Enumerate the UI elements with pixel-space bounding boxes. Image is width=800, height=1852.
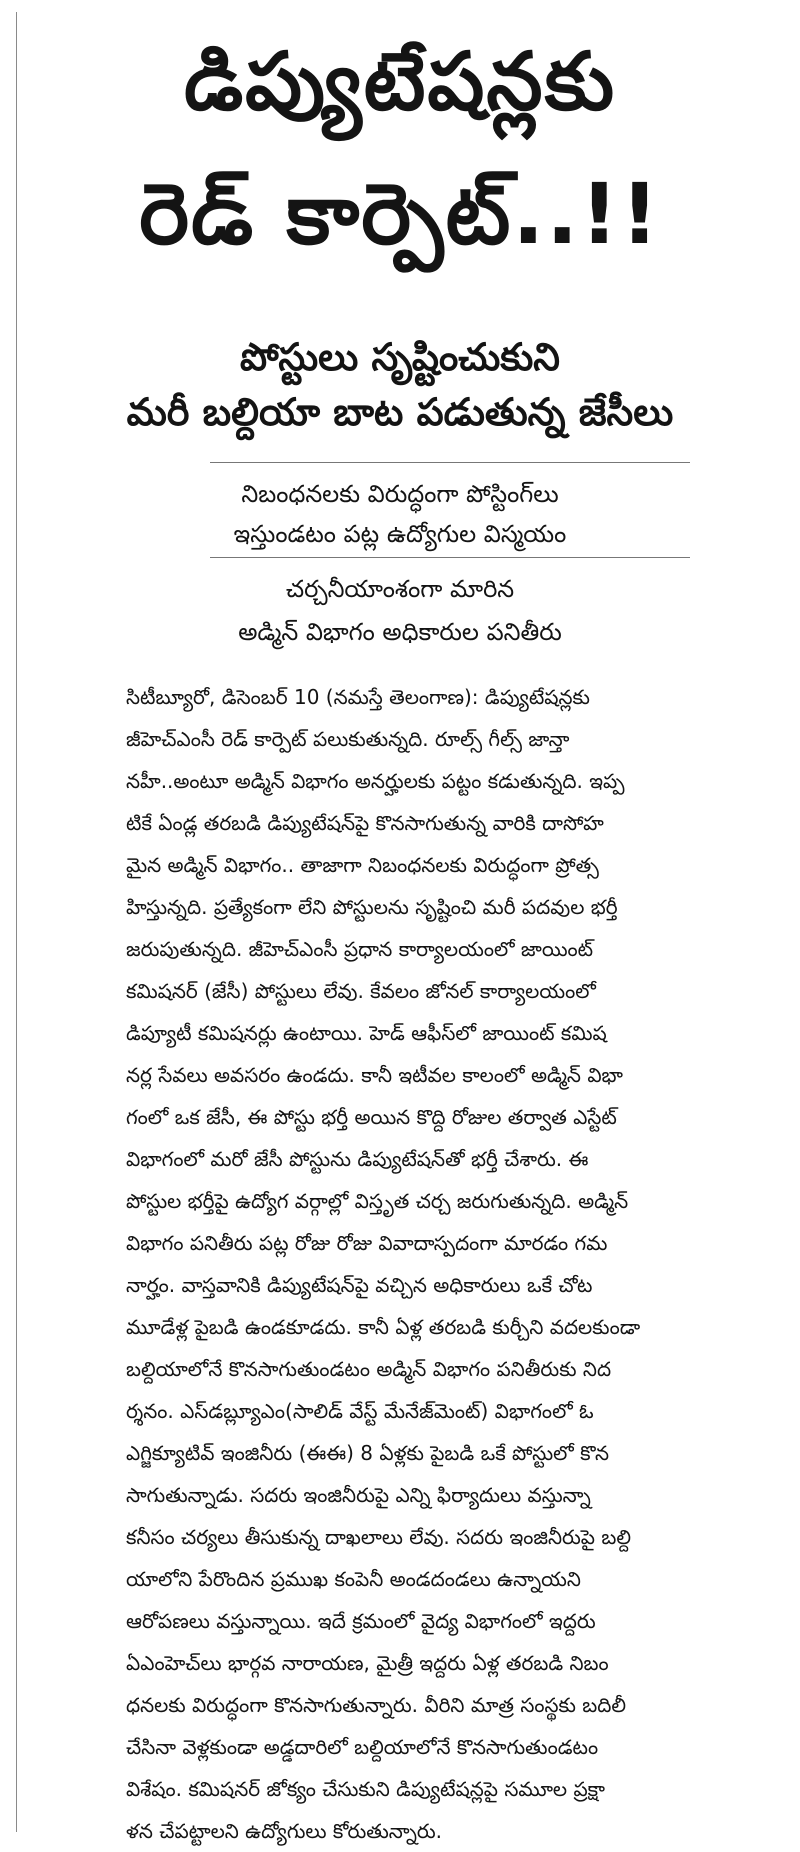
article-line: మైన అడ్మిన్ విభాగం.. తాజాగా నిబంధనలకు విరుద్ధంగా ప్రోత్స <box>126 853 599 877</box>
article-line: యాలోని పేరొందిన ప్రముఖ కంపెనీ అండదండలు ఉన్నాయని <box>126 1567 581 1591</box>
article-line: టికే ఏండ్ల తరబడి డిప్యుటేషన్‌పై కొనసాగుతున్న వారికి దాసోహ <box>126 811 604 835</box>
article-line: పోస్టుల భర్తీపై ఉద్యోగ వర్గాల్లో విస్తృత చర్చ జరుగుతున్నది. అడ్మిన్ <box>126 1189 629 1213</box>
article-line: బల్దియాలోనే కొనసాగుతుండటం అడ్మిన్ విభాగం పనితీరుకు నిద <box>126 1357 612 1381</box>
article-line: ఆరోపణలు వస్తున్నాయి. ఇదే క్రమంలో వైద్య విభాగంలో ఇద్దరు <box>126 1609 596 1633</box>
article-line: జీహెచ్ఎంసీ రెడ్ కార్పెట్ పలుకుతున్నది. రూల్స్ గీల్స్ జాన్తా <box>126 727 570 751</box>
article-line: కమిషనర్ (జేసీ) పోస్టులు లేవు. కేవలం జోనల్ కార్యాలయంలో <box>126 979 596 1003</box>
headline-line-2: రెడ్ కార్పెట్..!! <box>139 165 661 263</box>
article-line: విభాగంలో మరో జేసీ పోస్టును డిప్యుటేషన్‌తో భర్తీ చేశారు. ఈ <box>126 1147 589 1171</box>
subhead-2: ఇస్తుండటం పట్ల ఉద్యోగుల విస్మయం <box>233 520 567 548</box>
article-line: నార్హం. వాస్తవానికి డిప్యుటేషన్‌పై వచ్చిన అధికారులు ఒకే చోట <box>126 1273 593 1297</box>
article-line: డిప్యూటీ కమిషనర్లు ఉంటాయి. హెడ్ ఆఫీస్‌లో జాయింట్ కమిష <box>126 1021 607 1045</box>
article-line: నర్ల సేవలు అవసరం ఉండదు. కానీ ఇటీవల కాలంలో అడ్మిన్ విభా <box>126 1063 623 1087</box>
article-line: హిస్తున్నది. ప్రత్యేకంగా లేని పోస్టులను సృష్టించి మరీ పదవుల భర్తీ <box>126 895 618 919</box>
article-line: ఏఎంహెచ్‌లు భార్గవ నారాయణ, మైత్రీ ఇద్దరు ఏళ్ల తరబడి నిబం <box>126 1651 609 1675</box>
subhead-1: నిబంధనలకు విరుద్ధంగా పోస్టింగ్‌లు <box>241 480 559 508</box>
article-line: సాగుతున్నాడు. సదరు ఇంజినీరుపై ఎన్ని ఫిర్యాదులు వస్తున్నా <box>126 1483 591 1507</box>
deck-line-2: మరీ బల్దియా బాట పడుతున్న జేసీలు <box>126 390 674 434</box>
article-body <box>126 676 726 1852</box>
deck-line-1: పోస్టులు సృష్టించుకుని <box>240 335 560 379</box>
divider-top <box>210 462 690 463</box>
article-line: నహీ..అంటూ అడ్మిన్ విభాగం అనర్హులకు పట్టం కడుతున్నది. ఇప్ప <box>126 769 625 793</box>
subhead-3: చర్చనీయాంశంగా మారిన <box>285 575 515 603</box>
article-line: విశేషం. కమిషనర్ జోక్యం చేసుకుని డిప్యుటేషన్లపై సమూల ప్రక్షా <box>126 1777 606 1801</box>
article-line: ర్శనం. ఎస్‌డబ్ల్యూఎం(సాలిడ్ వేస్ట్ మేనేజ్‌మెంట్) విభాగంలో ఓ <box>126 1399 594 1423</box>
article-line: జరుపుతున్నది. జీహెచ్ఎంసీ ప్రధాన కార్యాలయంలో జాయింట్ <box>126 937 594 961</box>
headline-line-1: డిప్యుటేషన్లకు <box>183 35 617 128</box>
article-line: గంలో ఒక జేసీ, ఈ పోస్టు భర్తీ అయిన కొద్ది రోజుల తర్వాత ఎస్టేట్ <box>126 1105 617 1129</box>
article-line: ఎగ్జిక్యూటివ్ ఇంజినీరు (ఈఈ) 8 ఏళ్లకు పైబడి ఒకే పోస్టులో కొన <box>126 1441 610 1465</box>
subhead-4: అడ్మిన్ విభాగం అధికారుల పనితీరు <box>238 618 562 646</box>
article-line: చేసినా వెళ్లకుండా అడ్డదారిలో బల్దియాలోనే కొనసాగుతుండటం <box>126 1735 599 1759</box>
divider-middle <box>210 557 690 558</box>
column-rule <box>16 12 17 1832</box>
article-line: విభాగం పనితీరు పట్ల రోజు రోజు వివాదాస్పదంగా మారడం గమ <box>126 1231 608 1255</box>
article-line: ళన చేపట్టాలని ఉద్యోగులు కోరుతున్నారు. <box>126 1819 443 1843</box>
article-line: కనీసం చర్యలు తీసుకున్న దాఖలాలు లేవు. సదరు ఇంజినీరుపై బల్ది <box>126 1525 632 1549</box>
article-line: ధనలకు విరుద్ధంగా కొనసాగుతున్నారు. వీరిని మాత్ర సంస్థకు బదిలీ <box>126 1693 627 1717</box>
article-line: మూడేళ్ల పైబడి ఉండకూడదు. కానీ ఏళ్ల తరబడి కుర్చీని వదలకుండా <box>126 1315 641 1339</box>
article-line: సిటీబ్యూరో, డిసెంబర్ 10 (నమస్తే తెలంగాణ): డిప్యుటేషన్లకు <box>126 685 590 709</box>
